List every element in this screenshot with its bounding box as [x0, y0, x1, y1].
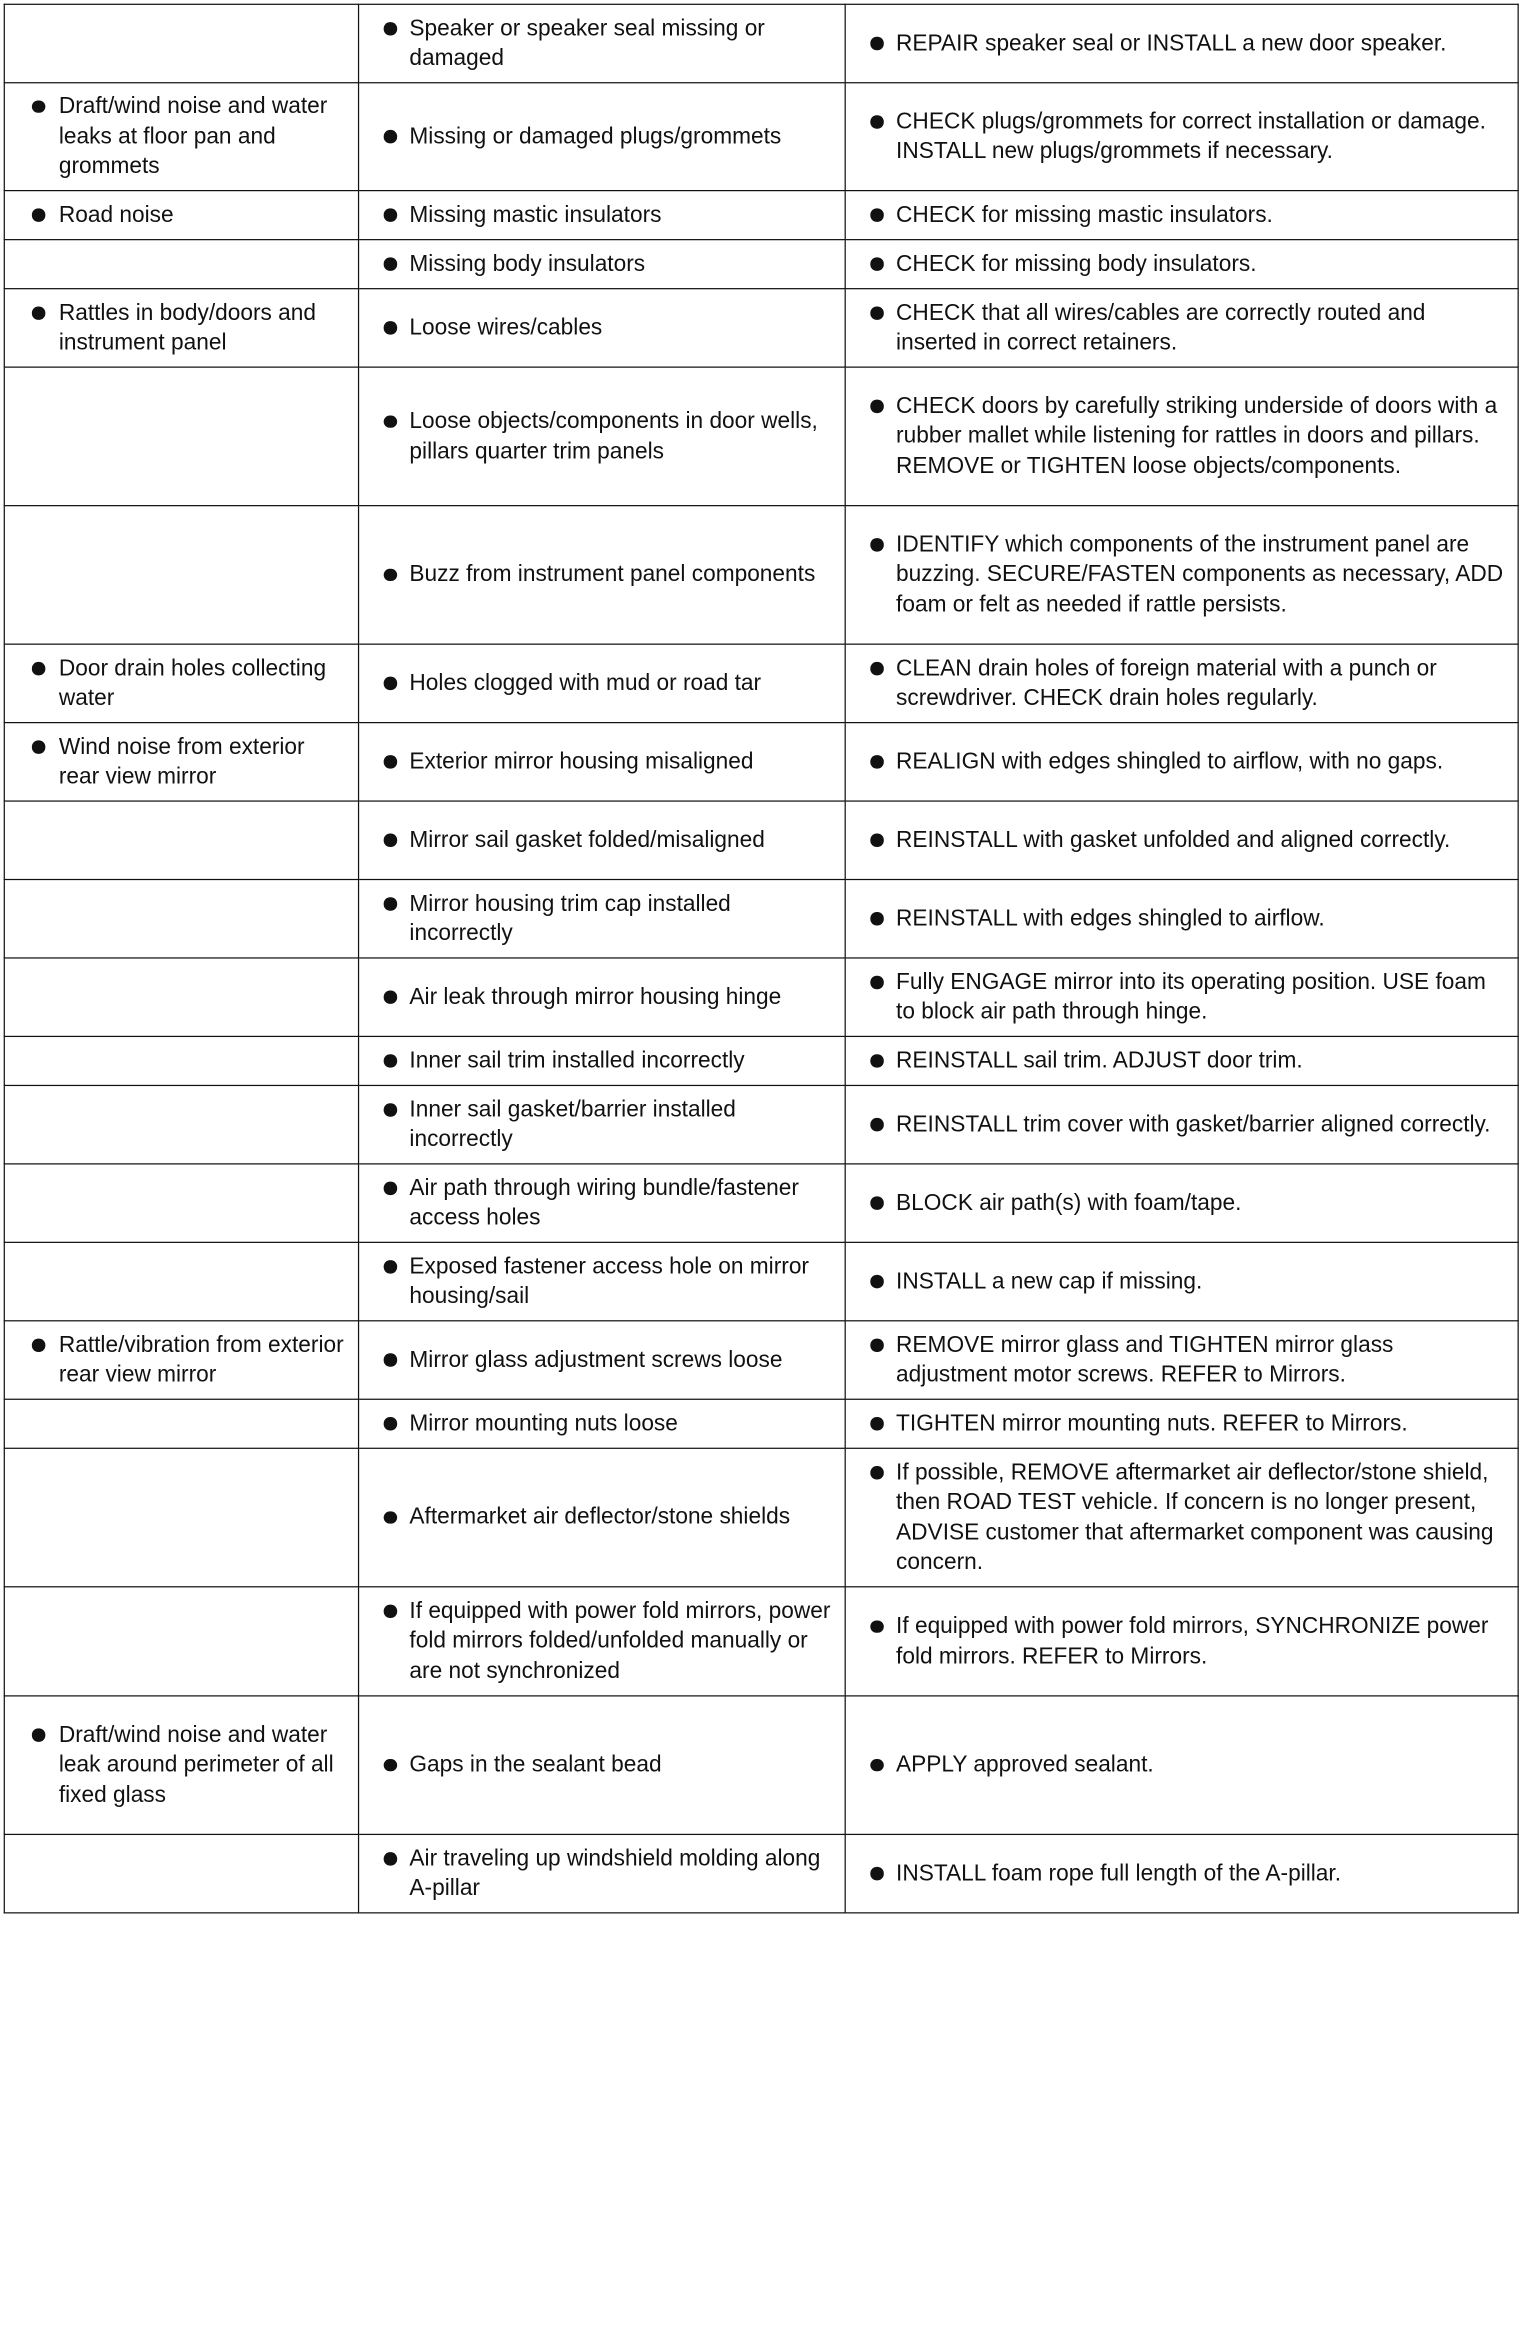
condition-cell: [4, 4, 358, 82]
table-row: [4, 880, 1518, 958]
condition-cell: [4, 880, 358, 958]
condition-cell: [4, 1242, 358, 1320]
cause-text: Missing or damaged plugs/grommets: [369, 121, 837, 151]
cause-cell: [359, 1587, 846, 1696]
action-text: REINSTALL with edges shingled to airflow.: [856, 903, 1511, 933]
condition-text: Rattle/vibration from exterior rear view mirror: [15, 1329, 351, 1389]
condition-cell: [4, 506, 358, 645]
cause-cell: [359, 1242, 846, 1320]
action-cell: [845, 1164, 1518, 1242]
cause-text: Air path through wiring bundle/fastener access holes: [369, 1172, 837, 1232]
action-text: CHECK plugs/grommets for correct installation or damage. INSTALL new plugs/grommets if necessary.: [856, 106, 1511, 166]
action-text: CLEAN drain holes of foreign material with a punch or screwdriver. CHECK drain holes regularly.: [856, 653, 1511, 713]
cause-text: Mirror glass adjustment screws loose: [369, 1344, 837, 1374]
table-row: [4, 1242, 1518, 1320]
action-text: If possible, REMOVE aftermarket air deflector/stone shield, then ROAD TEST vehicle. If concern is no longer present, ADVISE customer that aftermarket component was causing concern.: [856, 1457, 1511, 1577]
cause-text: Exposed fastener access hole on mirror housing/sail: [369, 1251, 837, 1311]
cause-text: Aftermarket air deflector/stone shields: [369, 1502, 837, 1532]
table-row: [4, 958, 1518, 1036]
condition-text: Road noise: [15, 199, 351, 229]
condition-cell: [4, 1036, 358, 1085]
action-cell: [845, 1036, 1518, 1085]
cause-cell: [359, 1321, 846, 1399]
action-cell: [845, 1321, 1518, 1399]
action-text: BLOCK air path(s) with foam/tape.: [856, 1187, 1511, 1217]
cause-text: Gaps in the sealant bead: [369, 1750, 837, 1780]
action-cell: [845, 801, 1518, 879]
cause-cell: [359, 506, 846, 645]
cause-text: Mirror mounting nuts loose: [369, 1408, 837, 1438]
action-cell: [845, 1696, 1518, 1835]
action-cell: [845, 644, 1518, 722]
action-text: CHECK doors by carefully striking underside of doors with a rubber mallet while listening for rattles in doors and pillars. REMOVE or TIGHTEN loose objects/components.: [856, 391, 1511, 481]
cause-text: Loose objects/components in door wells, pillars quarter trim panels: [369, 406, 837, 466]
cause-cell: [359, 1164, 846, 1242]
action-text: INSTALL a new cap if missing.: [856, 1266, 1511, 1296]
condition-cell: [4, 367, 358, 506]
action-text: REMOVE mirror glass and TIGHTEN mirror glass adjustment motor screws. REFER to Mirrors.: [856, 1329, 1511, 1389]
action-cell: [845, 1587, 1518, 1696]
cause-cell: [359, 1399, 846, 1448]
action-cell: [845, 1448, 1518, 1587]
condition-cell: [4, 644, 358, 722]
table-row: [4, 1085, 1518, 1163]
cause-cell: [359, 1036, 846, 1085]
table-row: [4, 801, 1518, 879]
table-row: [4, 1587, 1518, 1696]
condition-text: Draft/wind noise and water leak around perimeter of all fixed glass: [15, 1719, 351, 1809]
table-row: [4, 83, 1518, 191]
condition-cell: [4, 83, 358, 191]
condition-cell: [4, 801, 358, 879]
cause-cell: [359, 644, 846, 722]
cause-cell: [359, 240, 846, 289]
action-text: CHECK for missing mastic insulators.: [856, 199, 1511, 229]
condition-cell: [4, 723, 358, 801]
action-cell: [845, 191, 1518, 240]
action-text: APPLY approved sealant.: [856, 1750, 1511, 1780]
condition-cell: [4, 1696, 358, 1835]
diagnostic-table-body: [4, 4, 1518, 1913]
table-row: [4, 506, 1518, 645]
cause-text: Holes clogged with mud or road tar: [369, 668, 837, 698]
action-text: REALIGN with edges shingled to airflow, with no gaps.: [856, 746, 1511, 776]
table-row: [4, 1036, 1518, 1085]
action-text: REINSTALL sail trim. ADJUST door trim.: [856, 1045, 1511, 1075]
table-row: [4, 1321, 1518, 1399]
action-text: Fully ENGAGE mirror into its operating position. USE foam to block air path through hinge.: [856, 967, 1511, 1027]
cause-cell: [359, 1448, 846, 1587]
action-cell: [845, 367, 1518, 506]
table-row: [4, 1399, 1518, 1448]
cause-text: Speaker or speaker seal missing or damaged: [369, 13, 837, 73]
cause-cell: [359, 958, 846, 1036]
cause-cell: [359, 191, 846, 240]
cause-cell: [359, 367, 846, 506]
action-cell: [845, 289, 1518, 367]
cause-cell: [359, 1834, 846, 1912]
action-cell: [845, 506, 1518, 645]
action-text: INSTALL foam rope full length of the A-pillar.: [856, 1858, 1511, 1888]
action-text: CHECK that all wires/cables are correctly routed and inserted in correct retainers.: [856, 297, 1511, 357]
table-row: [4, 1448, 1518, 1587]
cause-cell: [359, 4, 846, 82]
cause-text: Buzz from instrument panel components: [369, 559, 837, 589]
action-text: IDENTIFY which components of the instrument panel are buzzing. SECURE/FASTEN components as necessary, ADD foam or felt as needed if rattle persists.: [856, 529, 1511, 619]
cause-cell: [359, 83, 846, 191]
action-cell: [845, 880, 1518, 958]
cause-cell: [359, 723, 846, 801]
cause-text: Mirror sail gasket folded/misaligned: [369, 825, 837, 855]
condition-text: Wind noise from exterior rear view mirror: [15, 731, 351, 791]
action-text: REPAIR speaker seal or INSTALL a new door speaker.: [856, 28, 1511, 58]
cause-cell: [359, 1085, 846, 1163]
action-text: TIGHTEN mirror mounting nuts. REFER to Mirrors.: [856, 1408, 1511, 1438]
table-row: [4, 723, 1518, 801]
condition-cell: [4, 1448, 358, 1587]
condition-cell: [4, 958, 358, 1036]
action-cell: [845, 4, 1518, 82]
condition-cell: [4, 1399, 358, 1448]
cause-text: If equipped with power fold mirrors, power fold mirrors folded/unfolded manually or are not synchronized: [369, 1596, 837, 1686]
cause-text: Missing body insulators: [369, 249, 837, 279]
cause-cell: [359, 289, 846, 367]
table-row: [4, 191, 1518, 240]
table-row: [4, 1834, 1518, 1912]
condition-cell: [4, 289, 358, 367]
cause-cell: [359, 1696, 846, 1835]
action-cell: [845, 1085, 1518, 1163]
cause-text: Air leak through mirror housing hinge: [369, 982, 837, 1012]
diagnostic-table: [4, 4, 1519, 1914]
action-cell: [845, 1242, 1518, 1320]
table-row: [4, 240, 1518, 289]
table-row: [4, 644, 1518, 722]
condition-text: Draft/wind noise and water leaks at floor pan and grommets: [15, 91, 351, 181]
condition-text: Door drain holes collecting water: [15, 653, 351, 713]
action-text: CHECK for missing body insulators.: [856, 249, 1511, 279]
cause-cell: [359, 880, 846, 958]
action-cell: [845, 958, 1518, 1036]
cause-cell: [359, 801, 846, 879]
action-text: REINSTALL trim cover with gasket/barrier aligned correctly.: [856, 1109, 1511, 1139]
table-row: [4, 367, 1518, 506]
action-cell: [845, 83, 1518, 191]
condition-cell: [4, 1834, 358, 1912]
condition-cell: [4, 191, 358, 240]
table-row: [4, 289, 1518, 367]
condition-cell: [4, 1587, 358, 1696]
cause-text: Loose wires/cables: [369, 312, 837, 342]
cause-text: Inner sail trim installed incorrectly: [369, 1045, 837, 1075]
action-text: REINSTALL with gasket unfolded and aligned correctly.: [856, 825, 1511, 855]
condition-cell: [4, 1164, 358, 1242]
action-cell: [845, 1834, 1518, 1912]
action-text: If equipped with power fold mirrors, SYNCHRONIZE power fold mirrors. REFER to Mirrors.: [856, 1611, 1511, 1671]
cause-text: Exterior mirror housing misaligned: [369, 746, 837, 776]
action-cell: [845, 1399, 1518, 1448]
cause-text: Missing mastic insulators: [369, 199, 837, 229]
table-row: [4, 4, 1518, 82]
condition-cell: [4, 240, 358, 289]
table-row: [4, 1696, 1518, 1835]
cause-text: Inner sail gasket/barrier installed incorrectly: [369, 1094, 837, 1154]
action-cell: [845, 723, 1518, 801]
condition-cell: [4, 1085, 358, 1163]
table-row: [4, 1164, 1518, 1242]
condition-cell: [4, 1321, 358, 1399]
action-cell: [845, 240, 1518, 289]
condition-text: Rattles in body/doors and instrument panel: [15, 297, 351, 357]
cause-text: Mirror housing trim cap installed incorrectly: [369, 888, 837, 948]
cause-text: Air traveling up windshield molding along A-pillar: [369, 1843, 837, 1903]
